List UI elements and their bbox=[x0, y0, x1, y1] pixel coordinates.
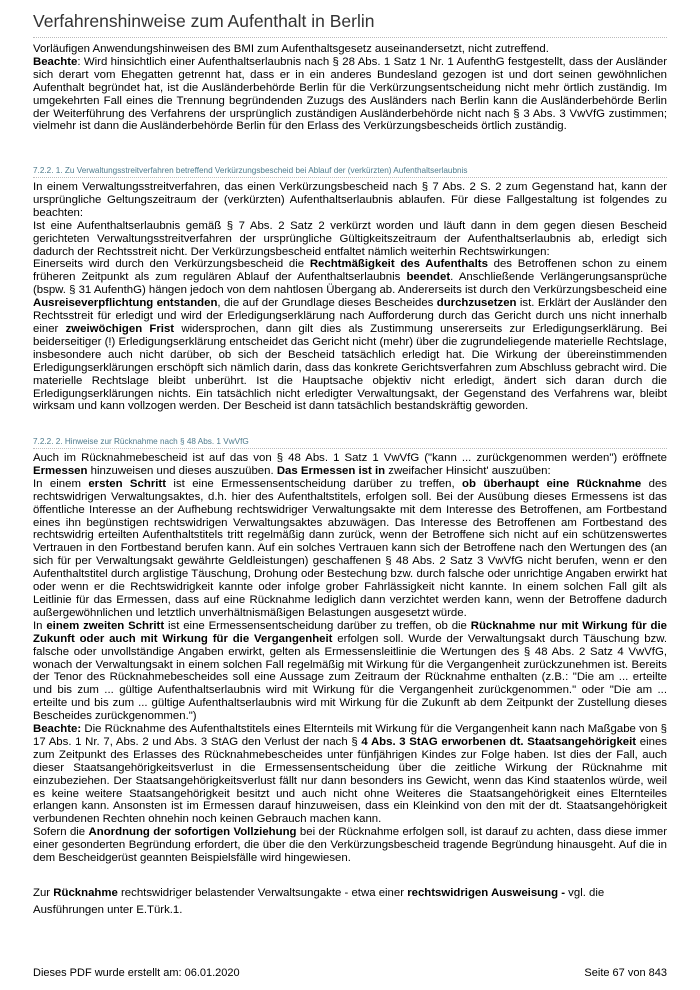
text-run: ist. Erklärt der Ausländer den Rechtsstreit für erledigt und wird der Erledigungserklärung nach Aufforderung durch das Gericht durch uns nicht innerhalb einer bbox=[33, 297, 667, 335]
bold-run: durchzusetzen bbox=[436, 297, 517, 310]
text-run: zweifacher Hinsicht' auszuüben: bbox=[385, 464, 551, 477]
text-run: bei der Rücknahme erfolgen soll, ist darauf zu achten, dass diese immer einer gesonderten Begründung erfordert, die über die den Verkürzungsbescheid tragende Begründung hinausgeht. Auf die in dem Bescheidgerüst geannten Beispielsfälle wird hingewiesen. bbox=[33, 826, 667, 865]
bold-run: Ermessen bbox=[33, 464, 88, 477]
text-run: erfolgen soll. Wurde der Verwaltungsakt durch Täuschung bzw. falsche oder unvollständige Angaben erwirkt, gelten als Ermessensleitlinie die Wertungen des § 48 Abs. 2 Satz 4 VwVfG, wonach der Verwaltungsakt in einem solchen Fall regelmäßig mit Wirkung für die Vergangenheit zurückzunehmen ist. Bereits der Tenor des Rücknahmebescheides soll eine Aussage zum Zeitraum der Rücknahme enthalten (z.B.: "Die am ... erteilte und bis zum ... gültige Aufenthaltserlaubnis wird mit Wirkung für die Vergangenheit zurückgenommen." oder "Die am ... erteilte und bis zum ... gültige Aufenthaltserlaubnis wird mit Wirkung für die Zukunft ab dem Zeitpunkt der Zustellung dieses Bescheides zurückgenommen.") bbox=[33, 632, 667, 723]
text-run: . Anschließende Verlängerungsansprüche (bspw. § 31 AufenthG) hängen jedoch von dem nahtlosen Übergang ab. Andererseits ist durch den Verkürzungsbescheid eine bbox=[33, 271, 667, 297]
section-2-paragraph-1 bbox=[33, 452, 667, 478]
beachte-label: Beachte bbox=[33, 55, 78, 68]
text-run: widersprochen, dann gilt dies als Zustimmung unsererseits zur Erledigungserklärung. Bei beiderseitiger (!) Erledigungserklärung entscheidet das Gericht nicht (mehr) über die zugrundeliegende materielle Rechtslage, insbesondere auch nicht darüber, ob sich der Bescheid tatsächlich erledigt hat. Die Wirkung der übereinstimmenden Erledigungserklärungen erschöpft sich nämlich darin, dass das konkrete Gerichtsverfahren zum Abschluss gebracht wird. Die materielle Rechtslage bleibt unberührt. Ist die Hauptsache objektiv nicht erledigt, ändert sich daran durch die Erledigungserklärungen nichts. Ein tatsächlich nicht erledigter Verwaltungsakt, der Gegenstand des Verfahrens war, bleibt wirksam und kann vollzogen werden. Der Bescheid ist dann tatsächlich bestandskräftig geworden. bbox=[33, 322, 667, 413]
text-run: Zur bbox=[33, 887, 54, 899]
text-run: Sofern die bbox=[33, 826, 89, 839]
text-run: Einerseits wird durch den Verkürzungsbescheid die bbox=[33, 258, 310, 271]
footer-created-date: Dieses PDF wurde erstellt am: 06.01.2020 bbox=[33, 967, 240, 979]
footer-page-number: Seite 67 von 843 bbox=[584, 967, 667, 979]
bold-run: ersten Schritt bbox=[88, 477, 167, 490]
intro-paragraph: Vorläufigen Anwendungshinweisen des BMI zum Aufenthaltsgesetz auseinandersetzt, nicht zutreffend. bbox=[33, 43, 549, 55]
bold-run: rechtswidrigen Ausweisung - bbox=[407, 887, 565, 899]
bold-run: Rechtmäßigkeit des Aufenthalts bbox=[309, 258, 488, 271]
section-2-paragraph-5 bbox=[33, 826, 667, 865]
text-run: In bbox=[33, 619, 47, 632]
section-heading-1: 7.2.2. 1. Zu Verwaltungsstreitverfahren betreffend Verkürzungsbescheid bei Ablauf der (verkürzten) Aufenthaltserlaubnis bbox=[33, 166, 667, 178]
text-run: des rechtswidrigen Verwaltungsaktes, d.h. hier des Aufenthaltstitels, erfolgen soll. Bei der Ausübung dieses Ermessens ist das öffentliche Interesse an der Aufhebung rechtswidriger Verwaltungsakte mit dem Interesse des Betroffenen, am Fortbestand eines ihn begünstigen rechtswidrigen Verwaltungsaktes abzuwägen. Das Interesse des Betroffenen am Fortbestand des rechtswidrig erteilten Aufenthaltstitels tritt regelmäßig dann zurück, wenn der Betroffene sich nicht auf ein schützenswertes Vertrauen in den Fortbestand berufen kann. Auf ein solches Vertrauen kann sich der Betroffene nach den Wertungen des (an sich für per Verwaltungsakt gewährte Geldleistungen) geschaffenen § 48 Abs. 2 Satz 3 VwVfG nicht berufen, wenn er den Aufenthaltstitel durch arglistige Täuschung, Drohung oder Bestechung bzw. durch falsche oder unrichtige Angaben erwirkt hat oder wenn er die Rechtswidrigkeit kannte oder infolge grober Fahrlässigkeit nicht kannte. In einem solchen Fall gilt als Leitlinie für das Ermessen, dass auf eine Rücknahme lediglich dann verzichtet werden kann, wenn der Betroffene dadurch außergewöhnlichen und letztlich unverhältnismäßigen Belastungen ausgesetzt würde. bbox=[33, 477, 667, 619]
bold-run: Rücknahme bbox=[53, 887, 118, 899]
intro-block bbox=[33, 43, 667, 133]
text-run: , die auf der Grundlage dieses Bescheides bbox=[217, 297, 437, 310]
section-1-paragraph-2: Ist eine Aufenthaltserlaubnis gemäß § 7 Abs. 2 Satz 2 verkürzt worden und läuft dann in dem gegen diesen Bescheid gerichteten Verwaltungsstreitverfahren der ursprüngliche Gültigkeitszeitraum der Aufenthaltserlaubnis ab, erledigt sich dadurch der Rechtsstreit nicht. Der Verkürzungsbescheid entfaltet nämlich weiterhin Rechtswirkungen: bbox=[33, 219, 667, 258]
bold-run: Das Ermessen ist in bbox=[276, 464, 386, 477]
section-1-body bbox=[33, 181, 667, 413]
closing-paragraph bbox=[33, 885, 667, 919]
section-1-paragraph-1: In einem Verwaltungsstreitverfahren, das einen Verkürzungsbescheid nach § 7 Abs. 2 S. 2 zum Gegenstand hat, kann der ursprüngliche Geltungszeitraum der (verkürzten) Aufenthaltserlaubnis ablaufen. Für diese Fallgestaltung ist folgendes zu beachten: bbox=[33, 181, 667, 219]
beachte-text: : Wird hinsichtlich einer Aufenthaltserlaubnis nach § 28 Abs. 1 Satz 1 Nr. 1 AufenthG festgestellt, dass der Ausländer sich derart vom Ehegatten getrennt hat, dass er in ein anderes Bundesland gezogen ist und dort seinen gewöhnlichen Aufenthalt begründet hat, ist die Ausländerbehörde Berlin für die Verkürzungsentscheidung nicht mehr örtlich zuständig. Im umgekehrten Fall eines die Trennung begründenden Zuzugs des Ausländers nach Berlin kann die Ausländerbehörde Berlin der Weiterführung des Verfahrens der ursprünglich zuständigen Ausländerbehörde nicht nach § 3 Abs. 3 VwVfG zustimmen; vielmehr ist dann die Ausländerbehörde Berlin für den Erlass des Verkürzungsbescheids örtlich zuständig. bbox=[33, 55, 667, 133]
bold-run: beendet bbox=[406, 271, 451, 284]
bold-run: ob überhaupt eine Rücknahme bbox=[462, 477, 642, 490]
section-heading-2: 7.2.2. 2. Hinweise zur Rücknahme nach § 48 Abs. 1 VwVfG bbox=[33, 437, 667, 449]
section-2-paragraph-2 bbox=[33, 478, 667, 620]
text-run: Die Rücknahme des Aufenthaltstitels eines Elternteils mit Wirkung für die Vergangenheit kann nach Maßgabe von § 17 Abs. 1 Nr. 7, Abs. 2 und Abs. 3 StAG den Verlust der nach § bbox=[33, 723, 667, 748]
section-2-paragraph-4 bbox=[33, 723, 667, 826]
text-run: des Betroffenen schon zu einem früheren Zeitpunkt als zum regulären Ablauf der Aufenthaltserlaubnis bbox=[33, 258, 668, 284]
section-2-paragraph-3 bbox=[33, 620, 667, 723]
bold-run: Anordnung der sofortigen Vollziehung bbox=[88, 826, 297, 839]
text-run: hinzuweisen und dieses auszuüben. bbox=[87, 464, 277, 477]
bold-run: einem zweiten Schritt bbox=[46, 619, 165, 632]
text-run: Auch im Rücknahmebescheid ist auf das von § 48 Abs. 1 Satz 1 VwVfG ("kann ... zurückgenommen werden") eröffnete bbox=[33, 452, 667, 464]
page-title: Verfahrenshinweise zum Aufenthalt in Berlin bbox=[33, 11, 667, 38]
text-run: vgl. die Ausführungen unter E.Türk.1. bbox=[33, 887, 605, 916]
section-1-paragraph-3 bbox=[33, 258, 667, 413]
beachte-label: Beachte: bbox=[33, 723, 82, 736]
text-run: eines zum Zeitpunkt des Erlasses des Rücknahmebescheides unter fünfjährigen Kindes zur Folge haben. Ist dies der Fall, auch dieser Staatsangehörigkeitsverlust in die Ermessensentscheidung über die zeitliche Wirkung der Rücknahme mit einzubeziehen. Der Staatsangehörigkeitsverlust fällt nur dann besonders ins Gewicht, wenn das Kind staatenlos würde, weil es keine weitere Staatsangehörigkeit besitzt und auch nicht ohne Weiteres die Staatsangehörigkeit eines Elternteiles erlangen kann. Ansonsten ist im Ermessen darauf hinzuweisen, dass ein Kleinkind von den mit der dt. Staatsangehörigkeit verbundenen Rechten ohnehin noch keinen Gebrauch machen kann. bbox=[33, 735, 668, 826]
text-run: rechtswidriger belastender Verwaltsungakte - etwa einer bbox=[117, 887, 408, 899]
section-2-body bbox=[33, 452, 667, 865]
bold-run: 4 Abs. 3 StAG erworbenen dt. Staatsangehörigkeit bbox=[361, 735, 637, 748]
bold-run: Rücknahme nur mit Wirkung für die Zukunft oder auch mit Wirkung für die Vergangenheit bbox=[33, 619, 667, 645]
text-run: ist eine Ermessensentscheidung darüber zu treffen, bbox=[166, 477, 463, 490]
beachte-paragraph bbox=[33, 56, 667, 133]
bold-run: Ausreiseverpflichtung entstanden bbox=[33, 297, 218, 310]
text-run: In einem bbox=[33, 477, 89, 490]
text-run: ist eine Ermessensentscheidung darüber zu treffen, ob die bbox=[164, 619, 471, 632]
bold-run: zweiwöchigen Frist bbox=[65, 322, 175, 335]
